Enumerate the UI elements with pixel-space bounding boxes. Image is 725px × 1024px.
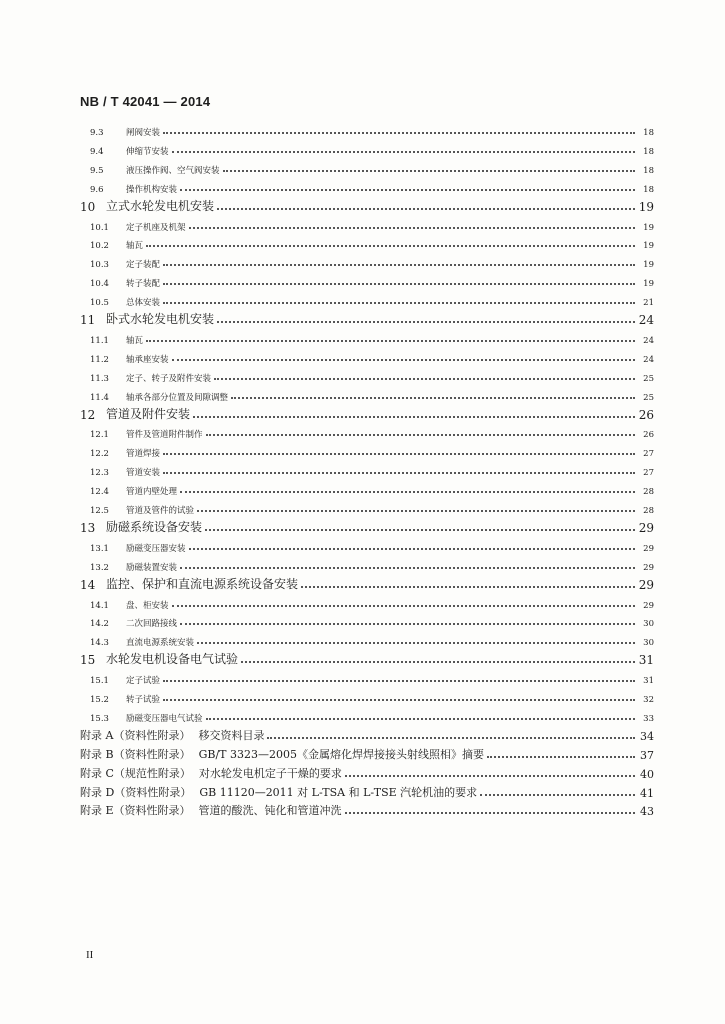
toc-entry	[90, 554, 654, 573]
toc-entry	[80, 403, 654, 422]
toc-entry-page: 19	[643, 279, 654, 290]
toc-entry-number: 11	[80, 313, 96, 327]
dot-leader	[163, 472, 635, 474]
dot-leader	[180, 491, 635, 493]
toc-entry-title: 监控、保护和直流电源系统设备安装	[106, 576, 299, 591]
dot-leader	[217, 321, 635, 323]
toc-entry	[80, 743, 654, 762]
toc-entry-page: 25	[643, 392, 654, 403]
toc-entry-page: 27	[643, 468, 654, 479]
toc-entry-title: 轴承各部分位置及间隙调整	[126, 392, 229, 403]
toc-entry-page: 37	[640, 748, 654, 762]
dot-leader	[345, 775, 635, 777]
toc-entry-number: 14.1	[90, 600, 109, 611]
toc-entry-page: 29	[638, 520, 654, 535]
toc-entry-number: 12.2	[90, 449, 109, 460]
toc-entry-number: 15.2	[90, 695, 109, 705]
toc-entry-page: 21	[643, 298, 654, 309]
toc-entry-number: 11.4	[90, 392, 109, 403]
toc-entry-title: 轴瓦	[126, 241, 144, 252]
toc-entry	[90, 289, 654, 308]
toc-entry-title: 励磁变压器安装	[126, 543, 186, 554]
toc-entry-page: 29	[643, 562, 654, 573]
toc-entry-title: 卧式水轮发电机安装	[106, 312, 215, 326]
toc-entry-page: 31	[643, 676, 654, 687]
dot-leader	[193, 416, 635, 418]
toc-entry	[90, 478, 654, 497]
toc-entry	[90, 384, 654, 403]
toc-entry-title: 定子装配	[126, 260, 161, 271]
toc-entry-title: 轴瓦	[126, 335, 144, 346]
toc-entry-number: 12.5	[90, 506, 109, 516]
toc-entry	[90, 346, 654, 365]
toc-entry-number: 附录 C（规范性附录）	[80, 766, 191, 780]
toc-entry	[90, 176, 654, 195]
toc-entry-number: 10.1	[90, 222, 109, 233]
toc-entry	[80, 573, 654, 592]
toc-entry	[90, 497, 654, 516]
toc-entry-title: 立式水轮发电机安装	[106, 198, 215, 213]
toc-entry-title: GB 11120—2011 对 L-TSA 和 L-TSE 汽轮机油的要求	[199, 785, 478, 799]
toc-entry-number: 10.4	[90, 279, 109, 290]
dot-leader	[241, 661, 635, 663]
toc-entry-title: GB/T 3323—2005《金属熔化焊焊接接头射线照相》摘要	[198, 747, 484, 761]
toc-entry-title: 伸缩节安装	[126, 146, 169, 157]
toc-entry-number: 10.2	[90, 241, 109, 252]
toc-entry-title: 管道焊接	[126, 449, 161, 460]
toc-entry-title: 总体安装	[126, 298, 161, 309]
toc-entry-title: 转子试验	[126, 695, 161, 705]
toc-entry-page: 18	[643, 128, 654, 138]
toc-entry-number: 13	[80, 520, 96, 535]
toc-entry-page: 30	[643, 638, 654, 649]
toc-entry	[90, 214, 654, 233]
toc-entry-page: 43	[640, 805, 654, 819]
toc-entry-page: 24	[638, 313, 654, 327]
toc-entry-title: 盘、柜安装	[126, 600, 169, 611]
toc-entry-page: 28	[643, 487, 654, 498]
toc-entry-title: 液压操作阀、空气阀安装	[126, 165, 220, 176]
toc-entry-page: 26	[638, 407, 654, 422]
dot-leader	[172, 359, 635, 361]
dot-leader	[345, 812, 635, 814]
toc-entry	[90, 119, 654, 138]
toc-entry-title: 管道及附件安装	[106, 406, 191, 421]
toc-entry-page: 25	[643, 373, 654, 384]
dot-leader	[301, 586, 635, 588]
toc-entry	[90, 440, 654, 459]
dot-leader	[172, 151, 635, 153]
toc-entry-title: 操作机构安装	[126, 184, 178, 195]
toc-entry-title: 励磁装置安装	[126, 562, 178, 573]
dot-leader	[189, 548, 635, 550]
dot-leader	[197, 642, 635, 644]
toc-entry-page: 32	[643, 695, 654, 705]
toc-entry-number: 附录 B（资料性附录）	[80, 747, 191, 761]
toc-entry-page: 19	[643, 241, 654, 252]
toc-entry-page: 29	[643, 600, 654, 611]
dot-leader	[163, 132, 635, 134]
toc-entry-number: 14.3	[90, 638, 109, 649]
toc-entry-title: 移交资料目录	[198, 728, 265, 742]
dot-leader	[146, 245, 635, 247]
toc-entry-page: 18	[643, 165, 654, 176]
toc-entry	[80, 516, 654, 535]
toc-entry-page: 28	[643, 506, 654, 516]
toc-entry-title: 励磁系统设备安装	[106, 519, 203, 534]
dot-leader	[163, 283, 635, 285]
dot-leader	[146, 340, 635, 342]
toc-entry	[80, 195, 654, 214]
dot-leader	[180, 567, 635, 569]
dot-leader	[163, 453, 635, 455]
toc-entry-title: 定子试验	[126, 676, 161, 687]
toc-entry-page: 31	[638, 653, 654, 668]
dot-leader	[205, 529, 635, 531]
dot-leader	[197, 510, 635, 512]
dot-leader	[223, 170, 635, 172]
dot-leader	[163, 680, 635, 682]
dot-leader	[180, 623, 635, 625]
dot-leader	[172, 605, 635, 607]
toc-entry	[80, 799, 654, 818]
dot-leader	[206, 718, 635, 720]
toc-entry-title: 管件及管道附件制作	[126, 430, 203, 441]
dot-leader	[180, 189, 635, 191]
toc-entry-number: 附录 D（资料性附录）	[80, 785, 192, 799]
toc-entry-number: 13.1	[90, 543, 109, 554]
toc-entry	[90, 232, 654, 251]
toc-entry	[80, 648, 654, 667]
dot-leader	[163, 699, 635, 701]
toc-entry-title: 管道的酸洗、钝化和管道冲洗	[198, 804, 342, 818]
toc-entry	[90, 459, 654, 478]
toc-entry	[90, 157, 654, 176]
toc-entry-number: 12.1	[90, 430, 109, 441]
toc-entry	[80, 724, 654, 743]
toc-entry-number: 12	[80, 407, 96, 422]
toc-entry-number: 11.1	[90, 335, 109, 346]
toc-entry-number: 14	[80, 577, 96, 592]
dot-leader	[267, 737, 635, 739]
toc-entry-page: 27	[643, 449, 654, 460]
toc-entry-number: 15.1	[90, 676, 109, 687]
toc-entry-number: 9.4	[90, 146, 104, 157]
toc-entry-number: 12.4	[90, 487, 109, 498]
toc-entry-number: 9.6	[90, 184, 104, 195]
toc-entry-title: 定子、转子及附件安装	[126, 373, 212, 384]
toc-entry	[90, 705, 654, 724]
dot-leader	[217, 208, 635, 210]
toc-entry-title: 管道内壁处理	[126, 487, 178, 498]
toc-entry-number: 15.3	[90, 713, 109, 724]
toc-entry-page: 24	[643, 354, 654, 365]
toc-entry-number: 10	[80, 199, 96, 214]
dot-leader	[487, 756, 635, 758]
toc-entry-title: 管道安装	[126, 468, 161, 479]
toc-entry-number: 12.3	[90, 468, 109, 479]
toc-entry-number: 9.5	[90, 165, 104, 176]
toc-entry-title: 二次回路接线	[126, 619, 178, 630]
dot-leader	[231, 397, 635, 399]
toc-entry-page: 33	[643, 713, 654, 724]
toc-entry-title: 水轮发电机设备电气试验	[106, 652, 239, 667]
dot-leader	[206, 434, 635, 436]
dot-leader	[214, 378, 635, 380]
toc-entry	[80, 308, 654, 327]
toc-entry-page: 19	[638, 199, 654, 214]
toc-entry-number: 13.2	[90, 562, 109, 573]
toc-entry	[90, 138, 654, 157]
toc-entry-number: 10.3	[90, 260, 109, 271]
toc-entry-page: 29	[643, 543, 654, 554]
toc-entry-number: 14.2	[90, 619, 109, 630]
toc-entry-number: 附录 E（资料性附录）	[80, 804, 191, 818]
toc-entry	[90, 421, 654, 440]
toc-entry-page: 26	[643, 430, 654, 441]
toc-entry	[90, 365, 654, 384]
standard-code: NB / T 42041 — 2014	[80, 94, 211, 109]
toc-entry	[80, 781, 654, 800]
toc-entry-page: 18	[643, 146, 654, 157]
toc-entry	[90, 667, 654, 686]
toc-entry-title: 管道及管件的试验	[126, 506, 195, 516]
toc-entry-number: 15	[80, 653, 96, 668]
toc-entry-number: 9.3	[90, 128, 104, 138]
toc-entry-title: 直流电源系统安装	[126, 638, 195, 649]
toc-entry-title: 转子装配	[126, 279, 161, 290]
toc-entry-page: 29	[638, 577, 654, 592]
toc-entry	[90, 327, 654, 346]
toc-entry-title: 对水轮发电机定子干燥的要求	[198, 766, 342, 780]
toc-entry-title: 定子机座及机架	[126, 222, 186, 233]
toc-entry-title: 轴承座安装	[126, 354, 169, 365]
dot-leader	[163, 264, 635, 266]
toc-entry-page: 19	[643, 222, 654, 233]
toc-entry	[80, 762, 654, 781]
toc-entry-title: 闸阀安装	[126, 128, 161, 138]
toc-entry-title: 励磁变压器电气试验	[126, 713, 203, 724]
toc-entry-page: 30	[643, 619, 654, 630]
toc-entry-number: 10.5	[90, 298, 109, 309]
toc-entry	[90, 629, 654, 648]
toc-entry-page: 19	[643, 260, 654, 271]
toc-entry-number: 附录 A（资料性附录）	[80, 728, 191, 742]
toc-entry	[90, 535, 654, 554]
toc-entry-page: 24	[643, 335, 654, 346]
toc-entry-page: 18	[643, 184, 654, 195]
toc-entry-page: 40	[640, 767, 654, 781]
toc-entry	[90, 610, 654, 629]
toc-entry	[90, 270, 654, 289]
toc-entry	[90, 686, 654, 705]
toc-entry-page: 41	[640, 786, 654, 800]
toc-entry-number: 11.2	[90, 354, 109, 365]
toc-entry-number: 11.3	[90, 373, 109, 384]
dot-leader	[480, 794, 635, 796]
toc-entry	[90, 251, 654, 270]
dot-leader	[163, 302, 635, 304]
toc-entry-page: 34	[640, 729, 654, 743]
dot-leader	[189, 227, 635, 229]
toc-entry	[90, 592, 654, 611]
page-number: II	[86, 949, 94, 961]
